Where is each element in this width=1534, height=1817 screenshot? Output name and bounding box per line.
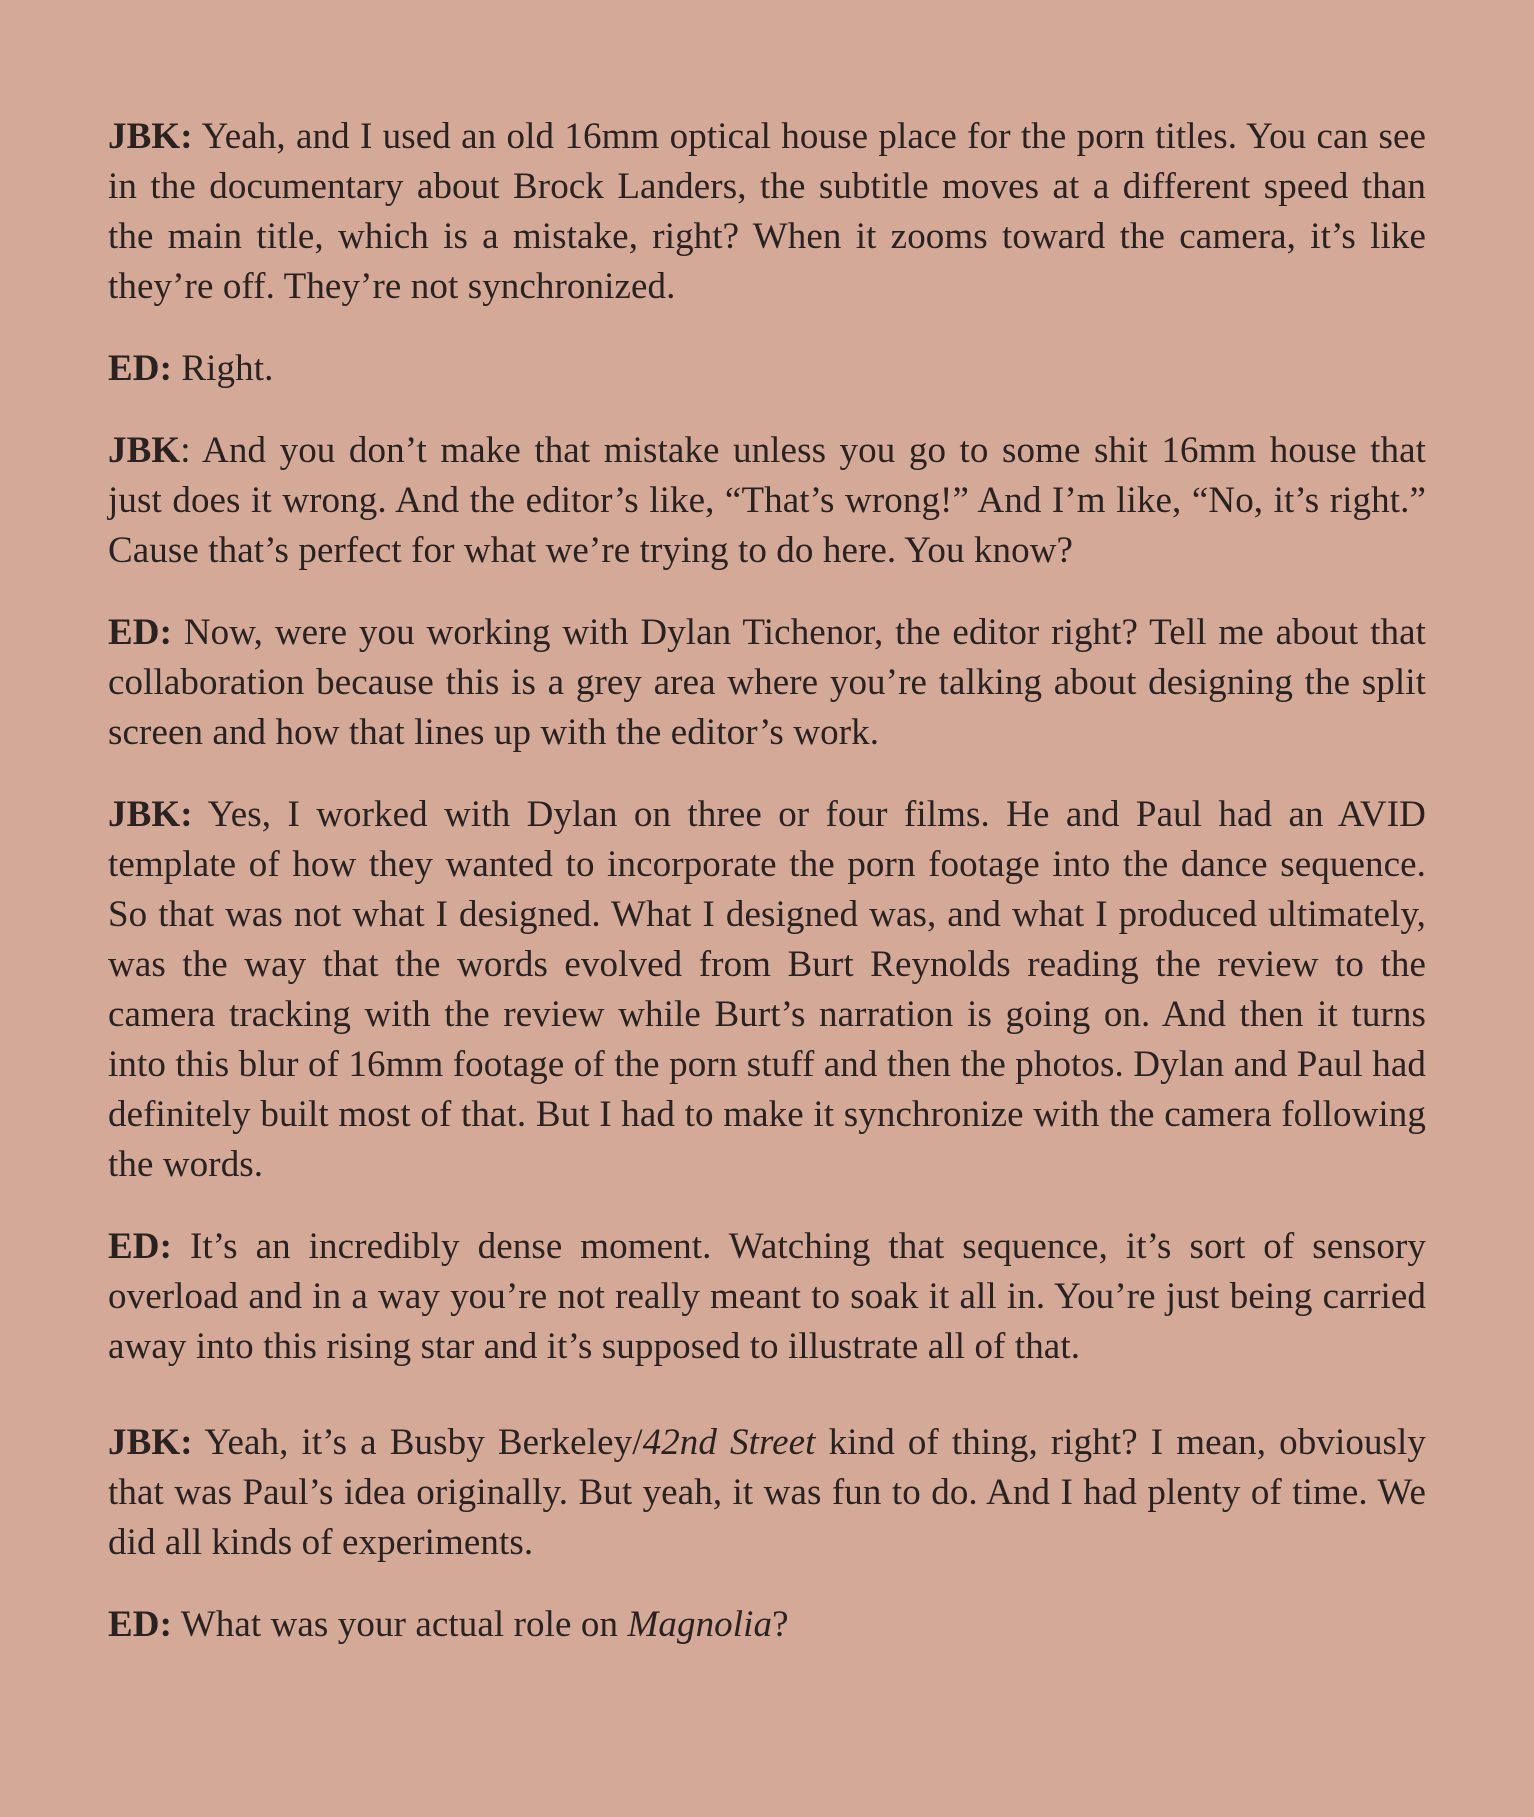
speaker-label: JBK: <box>108 1422 193 1463</box>
paragraph-ed-2 <box>108 608 1426 758</box>
paragraph-text: kind of thing, right? I mean, obviously that was Paul’s idea originally. But yeah, it was fun to do. And I had plenty of time. We did all kinds of experiments. <box>108 1422 1427 1563</box>
speaker-label: ED: <box>108 348 173 389</box>
paragraph-jbk-1 <box>108 112 1426 312</box>
paragraph-text: It’s an incredibly dense moment. Watching that sequence, it’s sort of sensory overload and in a way you’re not really meant to soak it all in. You’re just being carried away into this rising star and it’s supposed to illustrate all of that. <box>108 1226 1426 1367</box>
paragraph-jbk-3 <box>108 790 1426 1190</box>
speaker-label: JBK: <box>108 116 193 157</box>
paragraph-text: Yes, I worked with Dylan on three or four films. He and Paul had an AVID template of how they wanted to incorporate the porn footage into the dance sequence. So that was not what I designed. What I designed was, and what I produced ultimately, was the way that the words evolved from Burt Reynolds reading the review to the camera tracking with the review while Burt’s narration is going on. And then it turns into this blur of 16mm footage of the porn stuff and then the photos. Dylan and Paul had definitely built most of that. But I had to make it synchronize with the camera following the words. <box>108 794 1426 1185</box>
paragraph-text: What was your actual role on <box>172 1604 628 1645</box>
paragraph-ed-4 <box>108 1600 1426 1650</box>
paragraph-jbk-2 <box>108 426 1426 576</box>
paragraph-text: Yeah, it’s a Busby Berkeley/ <box>192 1422 643 1463</box>
paragraph-text: Right. <box>172 348 274 389</box>
film-title: Magnolia <box>627 1604 773 1645</box>
speaker-label: ED: <box>108 1226 173 1267</box>
paragraph-text: Now, were you working with Dylan Tichenor, the editor right? Tell me about that collaboration because this is a grey area where you’re talking about designing the split screen and how that lines up with the editor’s work. <box>108 612 1426 753</box>
speaker-label: ED: <box>108 612 173 653</box>
speaker-label: ED: <box>108 1604 173 1645</box>
film-title: 42nd Street <box>642 1422 816 1463</box>
paragraph-ed-1 <box>108 344 1426 394</box>
paragraph-text: ? <box>772 1604 789 1645</box>
interview-page <box>108 112 1426 1682</box>
paragraph-ed-3 <box>108 1222 1426 1372</box>
speaker-label: JBK <box>108 430 181 471</box>
paragraph-text: : And you don’t make that mistake unless you go to some shit 16mm house that just does it wrong. And the editor’s like, “That’s wrong!” And I’m like, “No, it’s right.” Cause that’s perfect for what we’re trying to do here. You know? <box>108 430 1426 571</box>
paragraph-jbk-4 <box>108 1418 1426 1568</box>
speaker-label: JBK: <box>108 794 193 835</box>
paragraph-text: Yeah, and I used an old 16mm optical house place for the porn titles. You can see in the documentary about Brock Landers, the subtitle moves at a different speed than the main title, which is a mistake, right? When it zooms toward the camera, it’s like they’re off. They’re not synchronized. <box>108 116 1426 307</box>
